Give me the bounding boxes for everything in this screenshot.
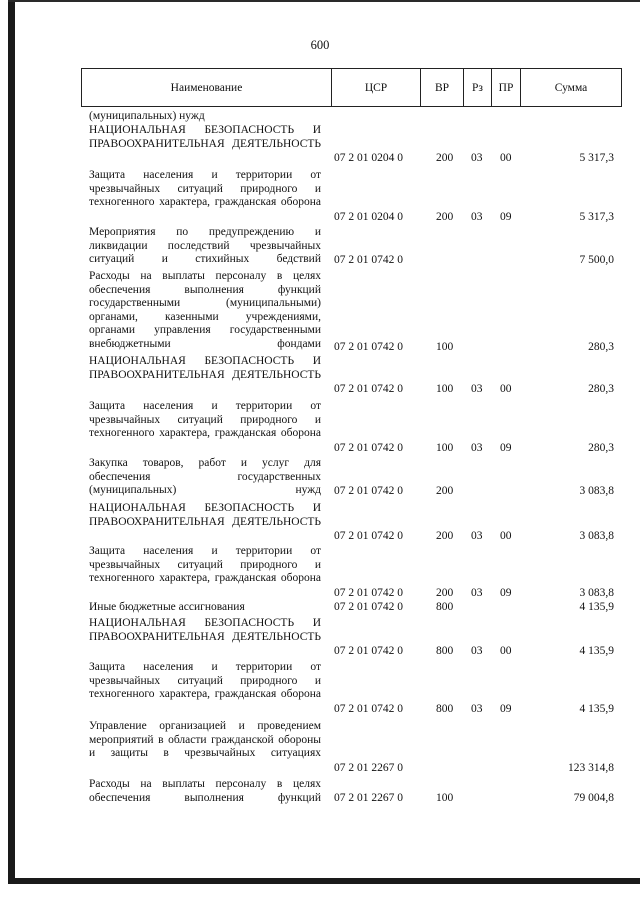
row-sum: 3 083,8 [579, 485, 614, 498]
row-csr: 07 2 01 0742 0 [334, 254, 403, 267]
row-csr: 07 2 01 0204 0 [334, 152, 403, 165]
table-row [0, 355, 640, 397]
row-vr: 800 [436, 703, 454, 716]
table-row [0, 457, 640, 499]
row-name: Расходы на выплаты персоналу в целях обеспечения выполнения функций государственными (муниципальными) органами, казенными учреждениями, органами управления государственными внебюджетными фондами [89, 270, 321, 350]
row-vr: 200 [436, 211, 454, 224]
row-csr: 07 2 01 0742 0 [334, 645, 403, 658]
row-sum: 79 004,8 [573, 792, 614, 805]
row-pr: 09 [500, 703, 512, 716]
row-sum: 7 500,0 [579, 254, 614, 267]
scan-top-edge [8, 0, 640, 2]
row-vr: 100 [436, 792, 454, 805]
row-csr: 07 2 01 2267 0 [334, 762, 403, 775]
row-csr: 07 2 01 0742 0 [334, 485, 403, 498]
row-name: НАЦИОНАЛЬНАЯ БЕЗОПАСНОСТЬ И ПРАВООХРАНИТЕЛЬНАЯ ДЕЯТЕЛЬНОСТЬ [89, 124, 321, 150]
row-csr: 07 2 01 0742 0 [334, 341, 403, 354]
row-csr: 07 2 01 0742 0 [334, 530, 403, 543]
row-name: Мероприятия по предупреждению и ликвидации последствий чрезвычайных ситуаций и стихийных бедствий [89, 226, 321, 266]
row-vr: 200 [436, 485, 454, 498]
table-row [0, 545, 640, 601]
row-vr: 200 [436, 530, 454, 543]
row-sum: 4 135,9 [579, 601, 614, 614]
table-row [0, 110, 640, 124]
row-vr: 800 [436, 601, 454, 614]
table-row [0, 617, 640, 659]
table-row [0, 169, 640, 225]
row-vr: 100 [436, 341, 454, 354]
table-row [0, 778, 640, 806]
table-row [0, 270, 640, 355]
row-vr: 100 [436, 383, 454, 396]
row-pr: 09 [500, 587, 512, 600]
header-vr: ВР [420, 68, 464, 107]
row-sum: 5 317,3 [579, 152, 614, 165]
row-csr: 07 2 01 0742 0 [334, 601, 403, 614]
row-vr: 100 [436, 442, 454, 455]
table-row [0, 661, 640, 717]
row-sum: 4 135,9 [579, 703, 614, 716]
row-csr: 07 2 01 0742 0 [334, 587, 403, 600]
header-pr: ПР [491, 68, 521, 107]
table-row [0, 601, 640, 615]
table-row [0, 502, 640, 544]
row-rz: 03 [471, 383, 483, 396]
scan-bottom-edge [8, 878, 640, 884]
row-pr: 09 [500, 211, 512, 224]
row-pr: 09 [500, 442, 512, 455]
row-sum: 3 083,8 [579, 587, 614, 600]
row-pr: 00 [500, 645, 512, 658]
row-sum: 123 314,8 [568, 762, 614, 775]
header-rz: Рз [463, 68, 492, 107]
row-sum: 4 135,9 [579, 645, 614, 658]
row-sum: 280,3 [588, 341, 614, 354]
row-csr: 07 2 01 0742 0 [334, 442, 403, 455]
row-rz: 03 [471, 530, 483, 543]
row-vr: 200 [436, 152, 454, 165]
header-csr: ЦСР [331, 68, 421, 107]
row-rz: 03 [471, 211, 483, 224]
row-name: Защита населения и территории от чрезвычайных ситуаций природного и техногенного характера, гражданская оборона [89, 169, 321, 209]
row-name: Управление организацией и проведением мероприятий в области гражданской обороны и защиты в чрезвычайных ситуациях [89, 720, 321, 760]
row-sum: 3 083,8 [579, 530, 614, 543]
table-row [0, 400, 640, 456]
row-csr: 07 2 01 2267 0 [334, 792, 403, 805]
row-csr: 07 2 01 0742 0 [334, 703, 403, 716]
row-name: Иные бюджетные ассигнования [89, 601, 245, 613]
row-name: Защита населения и территории от чрезвычайных ситуаций природного и техногенного характера, гражданская оборона [89, 545, 321, 585]
row-name: НАЦИОНАЛЬНАЯ БЕЗОПАСНОСТЬ И ПРАВООХРАНИТЕЛЬНАЯ ДЕЯТЕЛЬНОСТЬ [89, 355, 321, 381]
page-number: 600 [310, 38, 330, 52]
row-rz: 03 [471, 152, 483, 165]
row-name: Защита населения и территории от чрезвычайных ситуаций природного и техногенного характера, гражданская оборона [89, 400, 321, 440]
row-name: НАЦИОНАЛЬНАЯ БЕЗОПАСНОСТЬ И ПРАВООХРАНИТЕЛЬНАЯ ДЕЯТЕЛЬНОСТЬ [89, 502, 321, 528]
row-sum: 5 317,3 [579, 211, 614, 224]
row-pr: 00 [500, 152, 512, 165]
row-pr: 00 [500, 530, 512, 543]
row-name: Защита населения и территории от чрезвычайных ситуаций природного и техногенного характера, гражданская оборона [89, 661, 321, 701]
row-rz: 03 [471, 442, 483, 455]
row-name: (муниципальных) нужд [89, 110, 205, 122]
row-sum: 280,3 [588, 383, 614, 396]
row-rz: 03 [471, 645, 483, 658]
header-name: Наименование [81, 68, 332, 107]
row-name: Закупка товаров, работ и услуг для обеспечения государственных (муниципальных) нужд [89, 457, 321, 497]
row-name: Расходы на выплаты персоналу в целях обеспечения выполнения функций [89, 778, 321, 804]
row-csr: 07 2 01 0204 0 [334, 211, 403, 224]
row-vr: 200 [436, 587, 454, 600]
table-row [0, 226, 640, 268]
row-csr: 07 2 01 0742 0 [334, 383, 403, 396]
row-pr: 00 [500, 383, 512, 396]
row-vr: 800 [436, 645, 454, 658]
row-sum: 280,3 [588, 442, 614, 455]
header-sum: Сумма [520, 68, 622, 107]
row-name: НАЦИОНАЛЬНАЯ БЕЗОПАСНОСТЬ И ПРАВООХРАНИТЕЛЬНАЯ ДЕЯТЕЛЬНОСТЬ [89, 617, 321, 643]
row-rz: 03 [471, 587, 483, 600]
table-row [0, 124, 640, 166]
row-rz: 03 [471, 703, 483, 716]
table-row [0, 720, 640, 776]
